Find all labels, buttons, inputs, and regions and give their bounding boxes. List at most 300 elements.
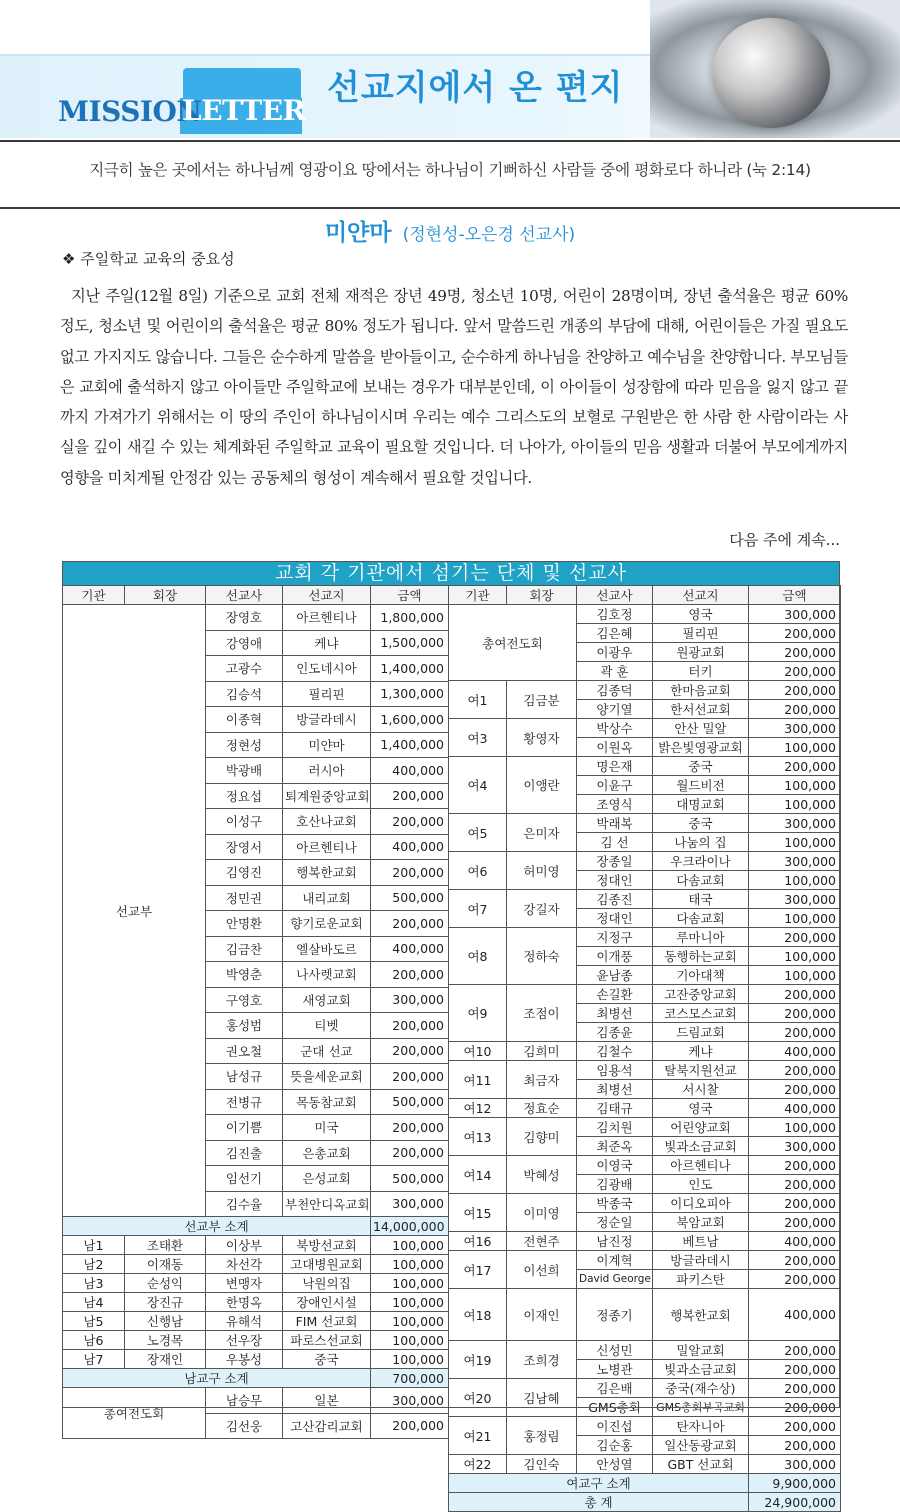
table-cell: 남7 (63, 1350, 125, 1369)
missionary-cell: 이개풍 (577, 947, 653, 966)
table-cell: 조태환 (125, 1236, 206, 1255)
amount-cell: 200,000 (749, 1251, 841, 1270)
amount-cell: 500,000 (371, 885, 449, 911)
column-header: 기관 (449, 586, 507, 605)
amount-cell: 100,000 (371, 1293, 449, 1312)
head-cell: 황영자 (507, 719, 577, 757)
amount-cell: 100,000 (371, 1350, 449, 1369)
table-row (63, 1312, 449, 1331)
amount-cell: 1,500,000 (371, 630, 449, 656)
mission-field-cell: 다솜교회 (653, 909, 749, 928)
missionary-cell: 김은혜 (577, 624, 653, 643)
table-row (449, 985, 841, 1004)
missionary-cell: 홍성범 (206, 1013, 283, 1039)
mission-field-cell: 미국 (283, 1115, 371, 1141)
table-row (63, 1331, 449, 1350)
amount-cell: 200,000 (371, 809, 449, 835)
amount-cell: 100,000 (749, 795, 841, 814)
subtotal-row-value: 9,900,000 (749, 1474, 841, 1493)
org-cell: 여19 (449, 1341, 507, 1379)
org-cell: 여22 (449, 1455, 507, 1474)
missionary-cell: 김진출 (206, 1140, 283, 1166)
missionary-cell: 남승무 (206, 1388, 283, 1414)
table-header-row (63, 586, 449, 605)
head-cell: 정하숙 (507, 928, 577, 985)
missionary-cell: 김광배 (577, 1175, 653, 1194)
mission-field-cell: 아르헨티나 (653, 1156, 749, 1175)
amount-cell: 400,000 (749, 1042, 841, 1061)
missionary-cell: 임선기 (206, 1166, 283, 1192)
table-row (449, 681, 841, 700)
missionary-cell: 안명환 (206, 911, 283, 937)
amount-cell: 200,000 (749, 700, 841, 719)
org-cell: 여7 (449, 890, 507, 928)
mission-field-cell: 나눔의 집 (653, 833, 749, 852)
mission-field-cell: 월드비전 (653, 776, 749, 795)
mission-field-cell: 케냐 (653, 1042, 749, 1061)
org-cell: 여10 (449, 1042, 507, 1061)
mission-field-cell: 한마음교회 (653, 681, 749, 700)
divider (0, 140, 900, 142)
table-cell: 한명옥 (206, 1293, 283, 1312)
missionary-cell: 장종일 (577, 852, 653, 871)
mission-field-cell: 새영교회 (283, 987, 371, 1013)
missionary-cell: 남진정 (577, 1232, 653, 1251)
subtotal-row-label: 여교구 소계 (449, 1474, 749, 1493)
amount-cell: 200,000 (749, 1398, 841, 1417)
table-cell: 고대병원교회 (283, 1255, 371, 1274)
amount-cell: 200,000 (749, 1175, 841, 1194)
mission-field-cell: 은총교회 (283, 1140, 371, 1166)
org-cell: 여18 (449, 1289, 507, 1341)
amount-cell: 300,000 (371, 987, 449, 1013)
org-cell: 여4 (449, 757, 507, 814)
table-row (449, 1099, 841, 1118)
mission-field-cell: 베트남 (653, 1232, 749, 1251)
amount-cell: 200,000 (749, 1156, 841, 1175)
amount-cell: 200,000 (749, 681, 841, 700)
mission-field-cell: 어린양교회 (653, 1118, 749, 1137)
mission-field-cell: 케냐 (283, 630, 371, 656)
mission-field-cell: 군대 선교 (283, 1038, 371, 1064)
mission-field-cell: 행복한교회 (653, 1289, 749, 1341)
missionary-cell: 장영호 (206, 605, 283, 631)
missionary-cell: 최준옥 (577, 1137, 653, 1156)
mission-field-cell: 영국 (653, 605, 749, 624)
section-title: ❖ 주일학교 교육의 중요성 (62, 250, 235, 268)
mission-field-cell: 퇴계원중앙교회 (283, 783, 371, 809)
amount-cell: 200,000 (749, 1023, 841, 1042)
head-cell: 홍정림 (507, 1417, 577, 1455)
head-cell: 이재인 (507, 1289, 577, 1341)
head-cell: 최금자 (507, 1061, 577, 1099)
table-row (449, 605, 841, 624)
amount-cell: 100,000 (749, 966, 841, 985)
mission-field-cell: 탄자니아 (653, 1417, 749, 1436)
missionary-cell: 김순홍 (577, 1436, 653, 1455)
mission-field-cell: 밀알교회 (653, 1341, 749, 1360)
table-row (63, 1236, 449, 1255)
amount-cell: 200,000 (749, 643, 841, 662)
head-cell: 은미자 (507, 814, 577, 852)
missionary-cell: 이윤구 (577, 776, 653, 795)
subtotal-row (449, 1474, 841, 1493)
mission-field-cell: 행복한교회 (283, 860, 371, 886)
missionary-cell: 이계혁 (577, 1251, 653, 1270)
head-cell: 정효순 (507, 1099, 577, 1118)
missionary-cell: 김철수 (577, 1042, 653, 1061)
org-cell: 여15 (449, 1194, 507, 1232)
amount-cell: 300,000 (749, 719, 841, 738)
column-header: 회장 (125, 586, 206, 605)
missionary-cell: 정요섭 (206, 783, 283, 809)
table-row (449, 890, 841, 909)
amount-cell: 1,400,000 (371, 732, 449, 758)
table-title: 교회 각 기관에서 섬기는 단체 및 선교사 (62, 561, 840, 585)
subtotal-label: 선교부 소계 (63, 1217, 371, 1236)
table-row (449, 1341, 841, 1360)
head-cell: 조점이 (507, 985, 577, 1042)
table-row (449, 928, 841, 947)
group-cell: 총여전도회 (449, 605, 577, 681)
missionary-cell: 박상수 (577, 719, 653, 738)
amount-cell: 200,000 (371, 1013, 449, 1039)
org-cell: 여21 (449, 1417, 507, 1455)
mission-field-cell: 일본 (283, 1388, 371, 1414)
missionary-cell: 박래복 (577, 814, 653, 833)
amount-cell: 200,000 (749, 1194, 841, 1213)
org-cell: 여11 (449, 1061, 507, 1099)
mission-field-cell: 호산나교회 (283, 809, 371, 835)
table-row (449, 1156, 841, 1175)
mission-field-cell: 인도네시아 (283, 656, 371, 682)
amount-cell: 200,000 (749, 1417, 841, 1436)
country-name: 미얀마 (324, 220, 392, 246)
missionary-cell: 김수율 (206, 1191, 283, 1217)
head-cell: 강길자 (507, 890, 577, 928)
divider (0, 207, 900, 209)
table-cell: 남1 (63, 1236, 125, 1255)
mission-field-cell: 기아대책 (653, 966, 749, 985)
mission-field-cell: 아르헨티나 (283, 605, 371, 631)
missionary-cell: 김영진 (206, 860, 283, 886)
missionary-cell: 정종기 (577, 1289, 653, 1341)
total-row (449, 1493, 841, 1512)
mission-field-cell: 방글라데시 (653, 1251, 749, 1270)
table-cell: 장재인 (125, 1350, 206, 1369)
org-cell: 여5 (449, 814, 507, 852)
total-row-label: 총 계 (449, 1493, 749, 1512)
missionary-cell: 이종혁 (206, 707, 283, 733)
amount-cell: 200,000 (749, 1360, 841, 1379)
org-cell: 여9 (449, 985, 507, 1042)
amount-cell: 200,000 (749, 985, 841, 1004)
amount-cell: 200,000 (371, 783, 449, 809)
table-cell: 북방선교회 (283, 1236, 371, 1255)
missionary-cell: David George (577, 1270, 653, 1289)
missionary-cell: 정현성 (206, 732, 283, 758)
amount-cell: 200,000 (749, 624, 841, 643)
missionary-cell: 이광우 (577, 643, 653, 662)
head-cell: 김금분 (507, 681, 577, 719)
table-row (449, 757, 841, 776)
org-cell: 여1 (449, 681, 507, 719)
amount-cell: 200,000 (371, 860, 449, 886)
mission-field-cell: 향기로운교회 (283, 911, 371, 937)
table-cell: 선우장 (206, 1331, 283, 1350)
amount-cell: 300,000 (371, 1191, 449, 1217)
mission-field-cell: 티벳 (283, 1013, 371, 1039)
missionary-cell: 김승석 (206, 681, 283, 707)
table-cell: 유해석 (206, 1312, 283, 1331)
table-cell: 남3 (63, 1274, 125, 1293)
head-cell: 김남혜 (507, 1379, 577, 1417)
missionary-cell: 이영국 (577, 1156, 653, 1175)
table-row (63, 1274, 449, 1293)
mission-field-cell: 부천안디옥교회 (283, 1191, 371, 1217)
mission-field-cell: 중국 (653, 814, 749, 833)
missionary-cell: 윤남종 (577, 966, 653, 985)
globe-icon (712, 18, 830, 128)
missionary-cell: 이원옥 (577, 738, 653, 757)
missionary-cell: 김치원 (577, 1118, 653, 1137)
table-cell: 낙원의집 (283, 1274, 371, 1293)
column-header: 선교지 (283, 586, 371, 605)
subtotal-label: 남교구 소계 (63, 1369, 371, 1388)
missionary-cell: 곽 훈 (577, 662, 653, 681)
column-header: 기관 (63, 586, 125, 605)
table-row (449, 1061, 841, 1080)
amount-cell: 200,000 (749, 662, 841, 681)
mission-field-cell: 파키스탄 (653, 1270, 749, 1289)
table-cell: 이재동 (125, 1255, 206, 1274)
column-header: 회장 (507, 586, 577, 605)
missionary-cell: 손길환 (577, 985, 653, 1004)
table-row (449, 1379, 841, 1398)
org-cell: 여3 (449, 719, 507, 757)
amount-cell: 400,000 (749, 1099, 841, 1118)
amount-cell: 200,000 (371, 1140, 449, 1166)
table-cell: 신행남 (125, 1312, 206, 1331)
missionary-cell: 박종국 (577, 1194, 653, 1213)
amount-cell: 400,000 (749, 1289, 841, 1341)
head-cell: 전현주 (507, 1232, 577, 1251)
amount-cell: 300,000 (749, 1455, 841, 1474)
amount-cell: 100,000 (749, 909, 841, 928)
subtotal-row (63, 1217, 449, 1236)
mission-field-cell: 코스모스교회 (653, 1004, 749, 1023)
page-title: 선교지에서 온 편지 (327, 68, 624, 108)
mission-field-cell: 터키 (653, 662, 749, 681)
table-cell: 남5 (63, 1312, 125, 1331)
table-cell: 순성익 (125, 1274, 206, 1293)
missionary-cell: 이성구 (206, 809, 283, 835)
head-cell: 박혜성 (507, 1156, 577, 1194)
amount-cell: 200,000 (749, 1061, 841, 1080)
amount-cell: 200,000 (749, 1080, 841, 1099)
table-cell: 우봉성 (206, 1350, 283, 1369)
table-cell: 차선각 (206, 1255, 283, 1274)
missionary-cell: 고광수 (206, 656, 283, 682)
brand-mission-text: MISSION (58, 95, 202, 128)
table-row (449, 814, 841, 833)
missionary-cell: 김종덕 (577, 681, 653, 700)
missionary-cell: 안성열 (577, 1455, 653, 1474)
continued-note: 다음 주에 계속... (729, 531, 840, 549)
amount-cell: 300,000 (749, 890, 841, 909)
table-cell: 노경목 (125, 1331, 206, 1350)
group-cell: 선교부 (63, 605, 206, 1217)
amount-cell: 200,000 (749, 1341, 841, 1360)
subtotal-value: 700,000 (371, 1369, 449, 1388)
mission-field-cell: 빛과소금교회 (653, 1360, 749, 1379)
mission-field-cell: 나사렛교회 (283, 962, 371, 988)
table-cell: 변맹자 (206, 1274, 283, 1293)
amount-cell: 1,400,000 (371, 656, 449, 682)
table-row (449, 719, 841, 738)
mission-field-cell: 목동참교회 (283, 1089, 371, 1115)
mission-field-cell: 밝은빛영광교회 (653, 738, 749, 757)
missionary-cell: 강영애 (206, 630, 283, 656)
table-row (63, 1293, 449, 1312)
head-cell: 김인숙 (507, 1455, 577, 1474)
amount-cell: 200,000 (749, 1004, 841, 1023)
amount-cell: 1,300,000 (371, 681, 449, 707)
mission-field-cell: 우크라이나 (653, 852, 749, 871)
missionary-cell: 김태규 (577, 1099, 653, 1118)
right-donation-table (448, 585, 841, 1512)
table-cell: 이상부 (206, 1236, 283, 1255)
mission-field-cell: 대명교회 (653, 795, 749, 814)
mission-field-cell: 태국 (653, 890, 749, 909)
missionary-cell: 박영춘 (206, 962, 283, 988)
amount-cell: 100,000 (749, 1118, 841, 1137)
amount-cell: 300,000 (749, 605, 841, 624)
mission-field-cell: 중국(재수상) (653, 1379, 749, 1398)
head-cell: 이미영 (507, 1194, 577, 1232)
amount-cell: 100,000 (749, 833, 841, 852)
mission-field-cell: 미얀마 (283, 732, 371, 758)
table-row (63, 1388, 449, 1414)
amount-cell: 200,000 (749, 1436, 841, 1455)
missionary-names: (정현성-오은경 선교사) (402, 225, 576, 245)
mission-field-cell: GMS총회부곡교회 (653, 1398, 749, 1417)
amount-cell: 100,000 (749, 738, 841, 757)
missionary-cell: 노병관 (577, 1360, 653, 1379)
mission-field-cell: 은성교회 (283, 1166, 371, 1192)
org-cell: 여6 (449, 852, 507, 890)
table-row (63, 1350, 449, 1369)
table-cell: 장진규 (125, 1293, 206, 1312)
column-header: 선교지 (653, 586, 749, 605)
table-cell: 장애인시설 (283, 1293, 371, 1312)
org-cell: 여12 (449, 1099, 507, 1118)
amount-cell: 200,000 (749, 757, 841, 776)
missionary-cell: 최병선 (577, 1004, 653, 1023)
mission-field-cell: 드림교회 (653, 1023, 749, 1042)
amount-cell: 400,000 (371, 758, 449, 784)
subtotal-value: 14,000,000 (371, 1217, 449, 1236)
table-row (449, 1232, 841, 1251)
mission-field-cell: 내리교회 (283, 885, 371, 911)
amount-cell: 200,000 (371, 1115, 449, 1141)
mission-field-cell: 인도 (653, 1175, 749, 1194)
amount-cell: 300,000 (749, 1137, 841, 1156)
mission-field-cell: 서시찰 (653, 1080, 749, 1099)
amount-cell: 100,000 (371, 1312, 449, 1331)
head-cell: 이앵란 (507, 757, 577, 814)
org-cell: 여13 (449, 1118, 507, 1156)
amount-cell: 200,000 (749, 1379, 841, 1398)
column-header: 선교사 (577, 586, 653, 605)
mission-field-cell: 다솜교회 (653, 871, 749, 890)
missionary-cell: 신성민 (577, 1341, 653, 1360)
column-header: 금액 (371, 586, 449, 605)
amount-cell: 200,000 (749, 928, 841, 947)
amount-cell: 200,000 (371, 962, 449, 988)
article-heading (0, 214, 900, 247)
missionary-cell: 이진섭 (577, 1417, 653, 1436)
globe-image (650, 0, 900, 138)
page-header (0, 0, 900, 140)
org-cell: 여16 (449, 1232, 507, 1251)
amount-cell: 200,000 (371, 1038, 449, 1064)
column-header: 선교사 (206, 586, 283, 605)
group-cell: 총여전도회 (63, 1388, 206, 1439)
missionary-cell: 권오철 (206, 1038, 283, 1064)
amount-cell: 400,000 (371, 834, 449, 860)
amount-cell: 200,000 (749, 1270, 841, 1289)
missionary-cell: 박광배 (206, 758, 283, 784)
table-cell: 남6 (63, 1331, 125, 1350)
table-row (63, 605, 449, 631)
missionary-cell: 최병선 (577, 1080, 653, 1099)
missionary-cell: GMS총회 (577, 1398, 653, 1417)
mission-field-cell: GBT 선교회 (653, 1455, 749, 1474)
table-row (449, 1455, 841, 1474)
missionary-cell: 양기열 (577, 700, 653, 719)
table-row (449, 1417, 841, 1436)
amount-cell: 100,000 (371, 1236, 449, 1255)
table-cell: 남4 (63, 1293, 125, 1312)
table-row (449, 1194, 841, 1213)
missionary-cell: 이기쁨 (206, 1115, 283, 1141)
amount-cell: 300,000 (749, 852, 841, 871)
table-row (63, 1255, 449, 1274)
table-cell: 중국 (283, 1350, 371, 1369)
missionary-cell: 지정구 (577, 928, 653, 947)
mission-field-cell: 안산 밀알 (653, 719, 749, 738)
mission-field-cell: 필리핀 (653, 624, 749, 643)
table-cell: 남2 (63, 1255, 125, 1274)
mission-field-cell: 북암교회 (653, 1213, 749, 1232)
head-cell: 김향미 (507, 1118, 577, 1156)
missionary-cell: 구영호 (206, 987, 283, 1013)
amount-cell: 200,000 (371, 911, 449, 937)
mission-field-cell: 뜻을세운교회 (283, 1064, 371, 1090)
table-row (449, 1118, 841, 1137)
table-row (449, 1251, 841, 1270)
table-header-row (449, 586, 841, 605)
missionary-cell: 김금찬 (206, 936, 283, 962)
mission-field-cell: 아르헨티나 (283, 834, 371, 860)
mission-field-cell: 필리핀 (283, 681, 371, 707)
mission-field-cell: 이디오피아 (653, 1194, 749, 1213)
column-header: 금액 (749, 586, 841, 605)
table-cell: 파로스선교회 (283, 1331, 371, 1350)
amount-cell: 500,000 (371, 1166, 449, 1192)
mission-field-cell: 루마니아 (653, 928, 749, 947)
